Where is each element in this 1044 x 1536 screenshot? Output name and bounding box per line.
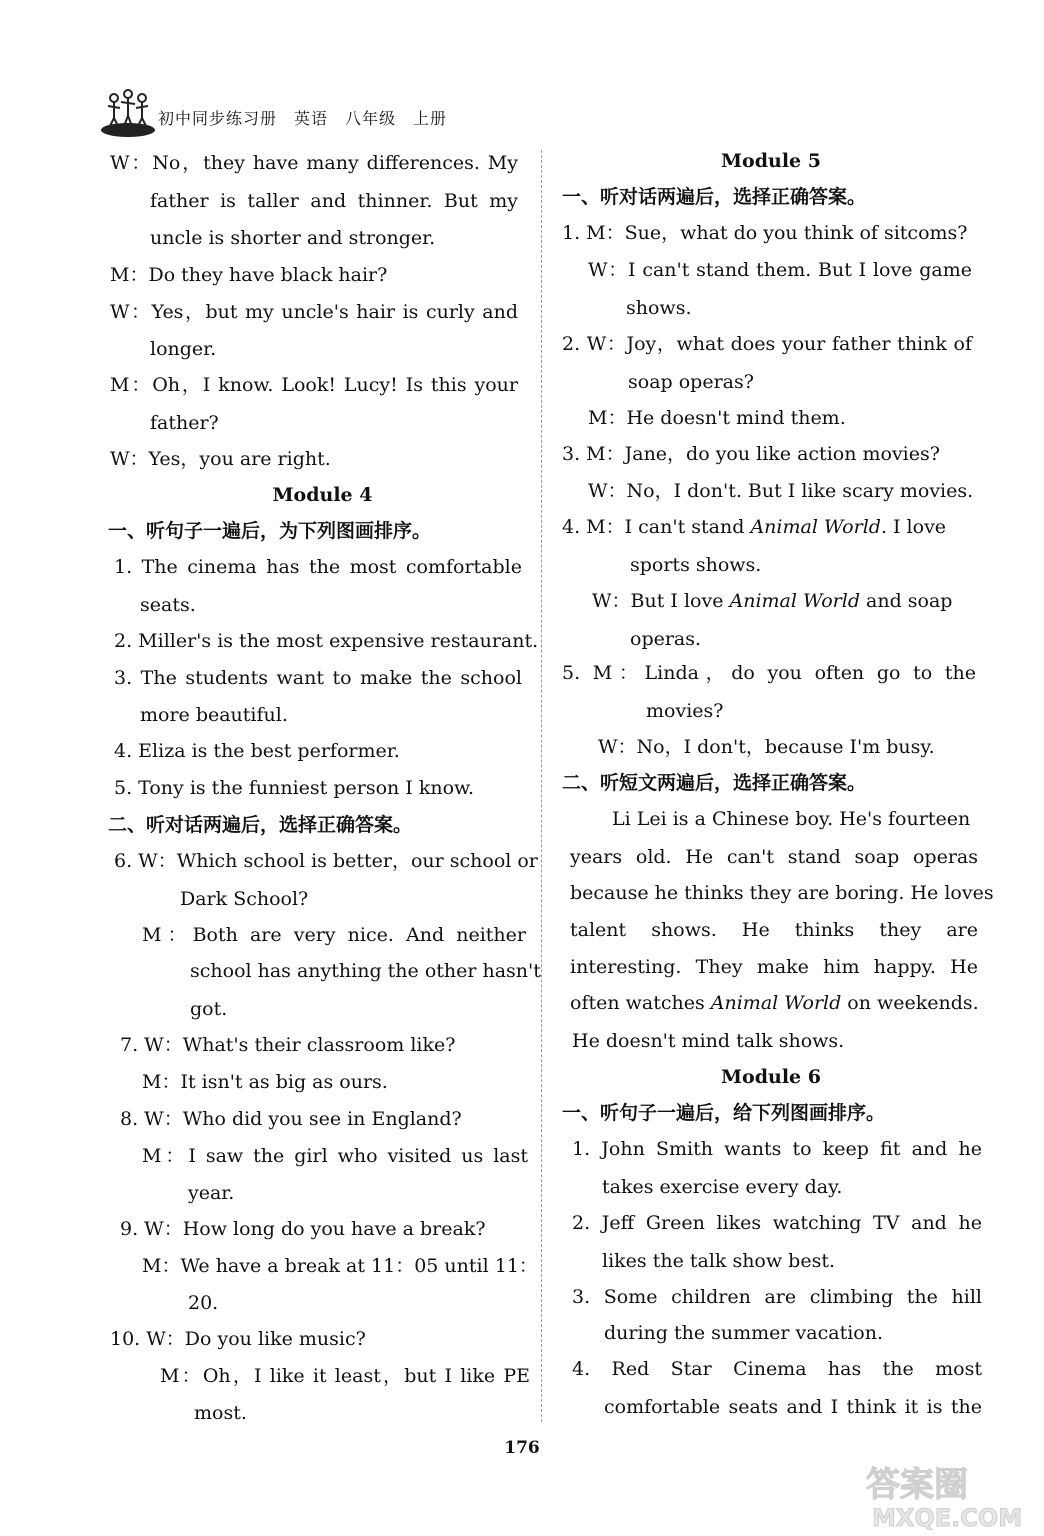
dialog-line: 20.	[188, 1292, 219, 1314]
dialog-text: W：But I love	[592, 590, 730, 612]
list-item: comfortable seats and I think it is the	[604, 1396, 982, 1418]
list-item: likes the talk show best.	[602, 1250, 836, 1272]
module-heading: Module 4	[272, 484, 373, 506]
dialog-line: M：Oh，I like it least，but I like PE	[160, 1365, 530, 1387]
passage-line: Li Lei is a Chinese boy. He's fourteen	[612, 808, 971, 830]
watermark-text: 答案圈	[866, 1465, 968, 1505]
passage-line: He doesn't mind talk shows.	[572, 1030, 845, 1052]
dialog-line: Dark School?	[180, 888, 309, 910]
dialog-line: 10. W：Do you like music?	[110, 1328, 366, 1350]
module-heading: Module 5	[721, 150, 821, 172]
watermark-logo	[858, 1456, 1038, 1532]
dialog-line: shows.	[626, 297, 692, 319]
dialog-line: movies?	[646, 700, 724, 722]
dialog-text: 4. M：I can't stand	[562, 516, 751, 538]
runners-logo-icon	[100, 88, 156, 138]
dialog-line: 7. W：What's their classroom like?	[120, 1034, 456, 1056]
list-item: 3. Some children are climbing the hill	[572, 1286, 982, 1308]
dialog-line: W：Yes，you are right.	[110, 448, 331, 470]
dialog-line: most.	[194, 1402, 247, 1424]
passage-text: often watches	[570, 992, 711, 1014]
module-heading: Module 6	[721, 1066, 821, 1088]
dialog-line: 6. W：Which school is better，our school or	[114, 850, 538, 872]
section-heading: 一、听句子一遍后，为下列图画排序。	[108, 520, 432, 542]
dialog-text: . I love	[880, 516, 947, 538]
show-title: Animal World	[710, 992, 842, 1014]
section-heading: 二、听对话两遍后，选择正确答案。	[108, 814, 413, 836]
page-header	[100, 88, 520, 140]
page-number: 176	[504, 1438, 540, 1458]
dialog-line: W：No，I don't，because I'm busy.	[598, 736, 935, 758]
dialog-line: got.	[190, 998, 228, 1020]
dialog-line: M：We have a break at 11：05 until 11：	[142, 1255, 538, 1277]
dialog-line: longer.	[150, 338, 217, 360]
watermark-url: MXQE.COM	[872, 1504, 1023, 1532]
passage-line: because he thinks they are boring. He loves	[570, 882, 994, 904]
dialog-line: W：Yes，but my uncle's hair is curly and	[110, 301, 518, 323]
dialog-line: 8. W：Who did you see in England?	[120, 1108, 462, 1130]
dialog-line: M：Both are very nice. And neither	[142, 924, 526, 946]
dialog-line: 1. M：Sue，what do you think of sitcoms?	[562, 222, 968, 244]
list-item: 3. The students want to make the school	[114, 667, 522, 689]
dialog-line: 9. W：How long do you have a break?	[120, 1218, 486, 1240]
passage-text: on weekends.	[841, 992, 979, 1014]
show-title: Animal World	[729, 590, 860, 612]
dialog-line: M：Do they have black hair?	[110, 264, 388, 286]
list-item: during the summer vacation.	[604, 1322, 883, 1344]
dialog-line: M：I saw the girl who visited us last	[142, 1145, 528, 1167]
list-item: 5. Tony is the funniest person I know.	[114, 777, 475, 799]
dialog-line: operas.	[630, 628, 702, 650]
dialog-line: W：No，they have many differences. My	[110, 152, 518, 174]
dialog-line	[592, 588, 952, 614]
passage-line: interesting. They make him happy. He	[570, 956, 978, 978]
passage-line: years old. He can't stand soap operas	[570, 846, 978, 868]
list-item: 2. Jeff Green likes watching TV and he	[572, 1212, 982, 1234]
list-item: 1. John Smith wants to keep fit and he	[572, 1138, 982, 1160]
list-item: 1. The cinema has the most comfortable	[114, 556, 522, 578]
dialog-line: M：Oh，I know. Look! Lucy! Is this your	[110, 374, 518, 396]
dialog-line: W：I can't stand them. But I love game	[588, 259, 972, 281]
dialog-line: father is taller and thinner. But my	[150, 190, 518, 212]
list-item: 4. Red Star Cinema has the most	[572, 1358, 982, 1380]
dialog-line: soap operas?	[628, 371, 754, 393]
passage-line: talent shows. He thinks they are	[570, 919, 978, 941]
dialog-line: father?	[150, 412, 219, 434]
section-heading: 二、听短文两遍后，选择正确答案。	[562, 772, 867, 794]
dialog-line: uncle is shorter and stronger.	[150, 227, 436, 249]
passage-line	[570, 990, 979, 1016]
dialog-text: and soap	[859, 590, 953, 612]
list-item: seats.	[140, 594, 196, 616]
list-item: 4. Eliza is the best performer.	[114, 740, 400, 762]
dialog-line: sports shows.	[630, 554, 762, 576]
section-heading: 一、听对话两遍后，选择正确答案。	[562, 186, 867, 208]
dialog-line: school has anything the other hasn't	[190, 960, 541, 982]
dialog-line: 5. M：Linda，do you often go to the	[562, 662, 976, 684]
dialog-line: year.	[188, 1182, 235, 1204]
book-title: 初中同步练习册 英语 八年级 上册	[158, 109, 448, 128]
list-item: 2. Miller's is the most expensive restaurant.	[114, 630, 539, 652]
list-item: more beautiful.	[140, 704, 288, 726]
dialog-line: M：He doesn't mind them.	[588, 407, 846, 429]
list-item: takes exercise every day.	[602, 1176, 843, 1198]
show-title: Animal World	[750, 516, 881, 538]
dialog-line: M：It isn't as big as ours.	[142, 1071, 388, 1093]
dialog-line: W：No，I don't. But I like scary movies.	[588, 480, 974, 502]
dialog-line	[562, 514, 946, 540]
dialog-line: 2. W：Joy，what does your father think of	[562, 333, 972, 355]
dialog-line: 3. M：Jane，do you like action movies?	[562, 443, 940, 465]
column-divider	[541, 150, 542, 1422]
section-heading: 一、听句子一遍后，给下列图画排序。	[562, 1102, 886, 1124]
